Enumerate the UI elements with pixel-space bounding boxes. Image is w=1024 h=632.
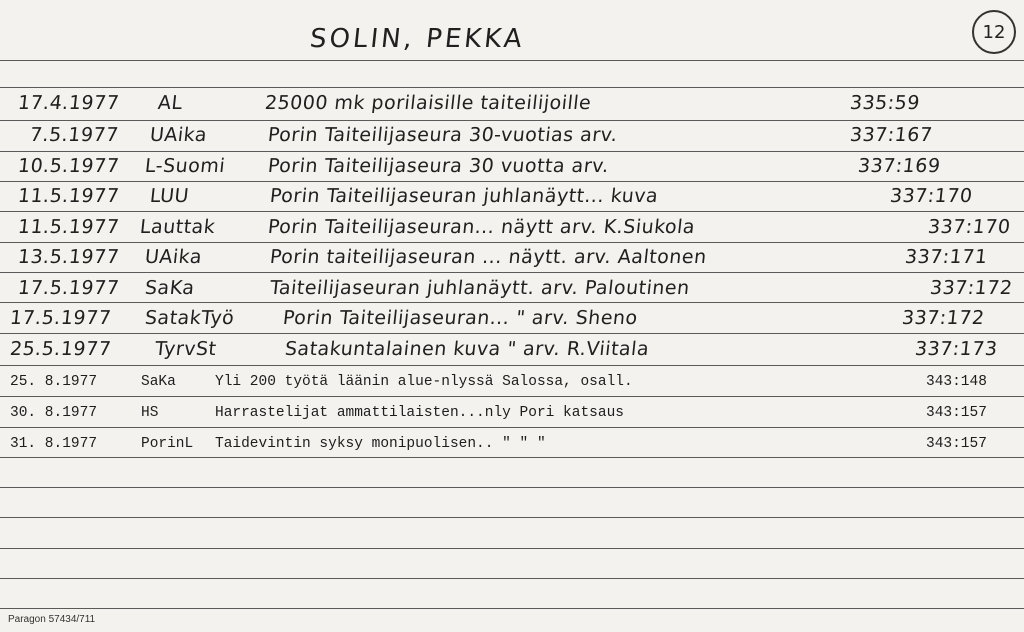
rule-line <box>0 333 1024 334</box>
entry-date: 30. 8.1977 <box>10 405 98 421</box>
rule-line <box>0 365 1024 366</box>
entry-ref: 337:171 <box>903 246 989 268</box>
rule-line <box>0 457 1024 458</box>
rule-line <box>0 242 1024 243</box>
rule-line <box>0 60 1024 61</box>
rule-line <box>0 487 1024 488</box>
rule-line <box>0 396 1024 397</box>
entry-source: LUU <box>148 185 191 207</box>
entry-date: 11.5.1977 <box>16 216 121 238</box>
entry-source: PorinL <box>141 436 194 452</box>
entry-date: 11.5.1977 <box>16 185 121 207</box>
entry-text: Porin taiteilijaseuran ... näytt. arv. Aaltonen <box>268 246 708 268</box>
entry-date: 31. 8.1977 <box>10 436 98 452</box>
entry-date: 13.5.1977 <box>16 246 121 268</box>
entry-source: SatakTyö <box>143 307 236 329</box>
entry-text: Satakuntalainen kuva " arv. R.Viitala <box>283 338 651 360</box>
entry-source: HS <box>141 405 159 421</box>
entry-text: 25000 mk porilaisille taiteilijoille <box>263 92 593 114</box>
entry-date: 17.5.1977 <box>8 307 113 329</box>
entry-source: Lauttak <box>138 216 217 238</box>
entry-text: Porin Taiteilijaseuran juhlanäytt... kuva <box>268 185 660 207</box>
entry-source: SaKa <box>143 277 196 299</box>
entry-source: UAika <box>143 246 204 268</box>
entry-text: Yli 200 työtä läänin alue-nlyssä Salossa, osall. <box>215 374 633 390</box>
rule-line <box>0 151 1024 152</box>
rule-line <box>0 548 1024 549</box>
rule-line <box>0 181 1024 182</box>
card-number-badge: 12 <box>972 10 1016 54</box>
entry-text: Harrastelijat ammattilaisten...nly Pori katsaus <box>215 405 624 421</box>
rule-line <box>0 272 1024 273</box>
entry-text: Porin Taiteilijaseura 30-vuotias arv. <box>266 124 619 146</box>
entry-ref: 337:167 <box>848 124 934 146</box>
rule-line <box>0 211 1024 212</box>
entry-ref: 337:172 <box>928 277 1014 299</box>
entry-ref: 337:173 <box>913 338 999 360</box>
entry-text: Porin Taiteilijaseuran... " arv. Sheno <box>281 307 639 329</box>
rule-line <box>0 608 1024 609</box>
entry-ref: 337:170 <box>926 216 1012 238</box>
entry-text: Taiteilijaseuran juhlanäytt. arv. Paloutinen <box>268 277 691 299</box>
rule-line <box>0 578 1024 579</box>
rule-line <box>0 120 1024 121</box>
rule-line <box>0 302 1024 303</box>
printer-mark: Paragon 57434/711 <box>8 614 96 625</box>
entry-ref: 337:170 <box>888 185 974 207</box>
entry-ref: 343:157 <box>926 436 987 452</box>
entry-source: SaKa <box>141 374 176 390</box>
entry-date: 7.5.1977 <box>28 124 120 146</box>
card-title: SOLIN, PEKKA <box>308 24 527 54</box>
entry-text: Taidevintin syksy monipuolisen.. " " " <box>215 436 546 452</box>
entry-date: 17.4.1977 <box>16 92 121 114</box>
entry-text: Porin Taiteilijaseuran... näytt arv. K.Siukola <box>266 216 697 238</box>
entry-source: TyrvSt <box>153 338 218 360</box>
entry-source: L-Suomi <box>143 155 227 177</box>
rule-line <box>0 517 1024 518</box>
entry-text: Porin Taiteilijaseura 30 vuotta arv. <box>266 155 611 177</box>
entry-date: 10.5.1977 <box>16 155 121 177</box>
entry-source: UAika <box>148 124 209 146</box>
entry-source: AL <box>156 92 184 114</box>
entry-date: 25. 8.1977 <box>10 374 98 390</box>
entry-ref: 337:172 <box>900 307 986 329</box>
rule-line <box>0 427 1024 428</box>
entry-ref: 343:148 <box>926 374 987 390</box>
rule-line <box>0 87 1024 88</box>
entry-date: 17.5.1977 <box>16 277 121 299</box>
entry-date: 25.5.1977 <box>8 338 113 360</box>
entry-ref: 335:59 <box>848 92 921 114</box>
entry-ref: 343:157 <box>926 405 987 421</box>
entry-ref: 337:169 <box>856 155 942 177</box>
